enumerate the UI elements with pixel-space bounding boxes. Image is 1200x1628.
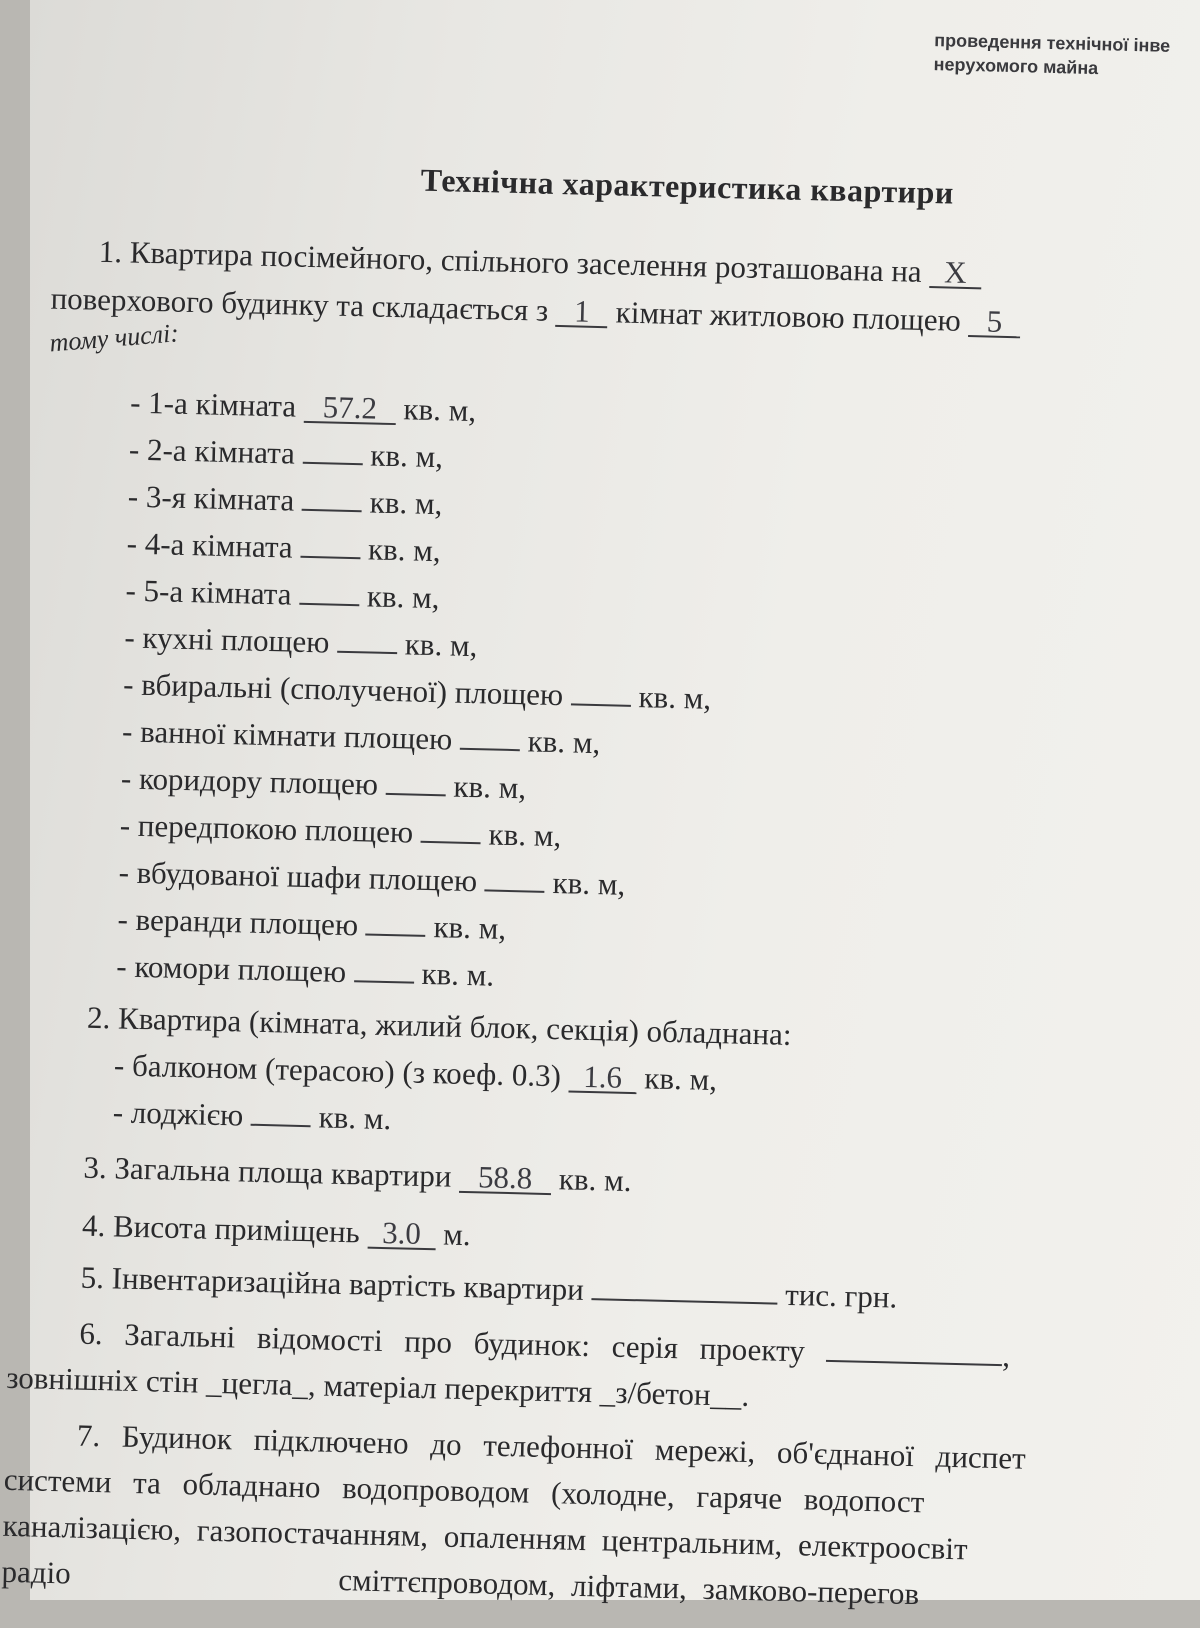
room-item-value (366, 933, 426, 936)
section6-line2 (6, 1360, 750, 1414)
room-item-label: - передпокою площею (119, 807, 414, 850)
room-item-unit: кв. м. (421, 955, 495, 993)
room-item-label: - 1-а кімната (129, 384, 297, 424)
inventory-value-unit: тис. грн. (784, 1276, 898, 1315)
room-item-1 (130, 385, 477, 429)
room-item-unit: кв. м, (403, 391, 477, 429)
room-item-unit: кв. м, (369, 484, 443, 522)
room-item-value: 57.2 (303, 393, 396, 425)
room-item-label: - комори площею (115, 948, 347, 990)
room-item-value (485, 889, 545, 892)
room-item-unit: кв. м, (552, 865, 626, 902)
balcony-item (114, 1047, 718, 1098)
section1-text-1: 1. Квартира посімейного, спільного заселення розташована на (98, 233, 923, 289)
total-area-unit: кв. м. (558, 1161, 632, 1199)
rooms-count-field: 1 (556, 297, 609, 328)
inventory-value-field (591, 1298, 777, 1305)
room-item-2 (129, 432, 444, 476)
floors-material: _з/бетон__. (599, 1374, 750, 1413)
ceiling-height-line (82, 1208, 471, 1253)
room-item-unit: кв. м, (638, 679, 712, 716)
page-header (933, 28, 1170, 82)
loggia-item (112, 1094, 391, 1137)
section1-line3: тому числі: (48, 318, 180, 358)
section7-line2: системи та обладнано водопроводом (холодне, гаряче водопост (3, 1461, 925, 1520)
room-item-label: - кухні площею (124, 619, 330, 660)
ceiling-height-label: 4. Висота приміщень (81, 1207, 361, 1250)
loggia-value (251, 1124, 311, 1127)
inventory-value-line (80, 1260, 897, 1316)
room-item-unit: кв. м, (404, 626, 478, 664)
room-item-label: - 2-а кімната (128, 431, 296, 471)
section6-text-2a: зовнішніх стін (5, 1359, 199, 1400)
storage-item (116, 948, 495, 993)
project-series-field (826, 1360, 1002, 1366)
hallway-item (119, 807, 561, 854)
room-item-value (299, 603, 359, 606)
room-item-value (354, 980, 414, 983)
room-item-label: - веранди площею (117, 901, 359, 943)
document-page (1, 0, 1200, 1612)
section7-line3: каналізацією, газопостачанням, опаленням центральним, електроосвіт (2, 1507, 968, 1567)
room-item-unit: кв. м, (366, 578, 440, 616)
kitchen-item (124, 620, 478, 665)
room-item-label: - 4-а кімната (126, 525, 294, 565)
room-item-label: - вбиральні (сполученої) площею (122, 666, 564, 713)
room-item-unit: кв. м, (453, 768, 527, 806)
room-item-4 (126, 526, 441, 570)
header-line-1: проведення технічної інве (934, 30, 1171, 56)
total-area-label: 3. Загальна площа квартири (83, 1149, 452, 1194)
total-area-value: 58.8 (459, 1163, 552, 1195)
ceiling-height-unit: м. (442, 1216, 472, 1253)
room-item-label: - ванної кімнати площею (121, 713, 453, 757)
bathroom-item (122, 713, 601, 761)
balcony-unit: кв. м, (644, 1060, 718, 1098)
header-line-2: нерухомого майна (933, 54, 1099, 79)
section1-line1 (98, 234, 981, 292)
section1-line2 (50, 281, 1021, 341)
loggia-label: - лоджією (112, 1094, 244, 1133)
room-item-unit: кв. м, (367, 531, 442, 569)
wardrobe-item (118, 854, 625, 902)
room-item-value (386, 793, 446, 796)
room-item-value (460, 748, 520, 751)
section6-text-1: 6. Загальні відомості про будинок: серія проекту (79, 1315, 806, 1369)
section6-text-2b: , матеріал перекриття (307, 1367, 593, 1410)
section7-line4: радіо сміттєпроводом, ліфтами, замково-перегов (1, 1553, 920, 1612)
document-title: Технічна характеристика квартири (420, 161, 955, 211)
ceiling-height-value: 3.0 (367, 1219, 436, 1251)
balcony-value: 1.6 (568, 1062, 637, 1094)
inventory-value-label: 5. Інвентаризаційна вартість квартири (80, 1259, 585, 1307)
veranda-item (117, 901, 506, 946)
section2-heading: 2. Квартира (кімната, жилий блок, секція) обладнана: (86, 999, 792, 1052)
room-item-label: - 5-а кімната (125, 572, 292, 612)
toilet-item (123, 666, 712, 716)
floor-field: Х (929, 258, 982, 289)
section1-text-2b: кімнат житловою площею (615, 294, 962, 338)
room-item-label: - 3-я кімната (127, 478, 295, 518)
room-item-value (337, 651, 397, 654)
room-item-value (571, 703, 631, 706)
section6-comma: , (1001, 1338, 1011, 1374)
corridor-item (121, 760, 527, 806)
living-area-field: 5 (968, 307, 1021, 338)
section7-line1: 7. Будинок підключено до телефонної мережі, об'єднаної диспет (76, 1417, 1027, 1476)
room-item-value (300, 556, 360, 559)
room-item-unit: кв. м, (369, 437, 444, 475)
total-area-line (83, 1150, 632, 1199)
room-item-label: - вбудованої шафи площею (118, 854, 478, 899)
room-item-unit: кв. м, (488, 816, 562, 854)
room-item-3 (127, 479, 442, 523)
loggia-unit: кв. м. (318, 1099, 392, 1137)
room-item-label: - коридору площею (120, 760, 379, 802)
balcony-label: - балконом (терасою) (з коеф. 0.3) (113, 1047, 562, 1094)
walls-material: _цегла_ (205, 1364, 309, 1403)
room-item-unit: кв. м, (527, 723, 601, 761)
room-item-value (302, 462, 362, 465)
room-item-5 (125, 573, 440, 617)
room-item-unit: кв. м, (433, 909, 507, 946)
room-item-value (421, 841, 481, 844)
section1-text-2a: поверхового будинку та складається з (50, 280, 549, 328)
room-item-value (302, 509, 362, 512)
